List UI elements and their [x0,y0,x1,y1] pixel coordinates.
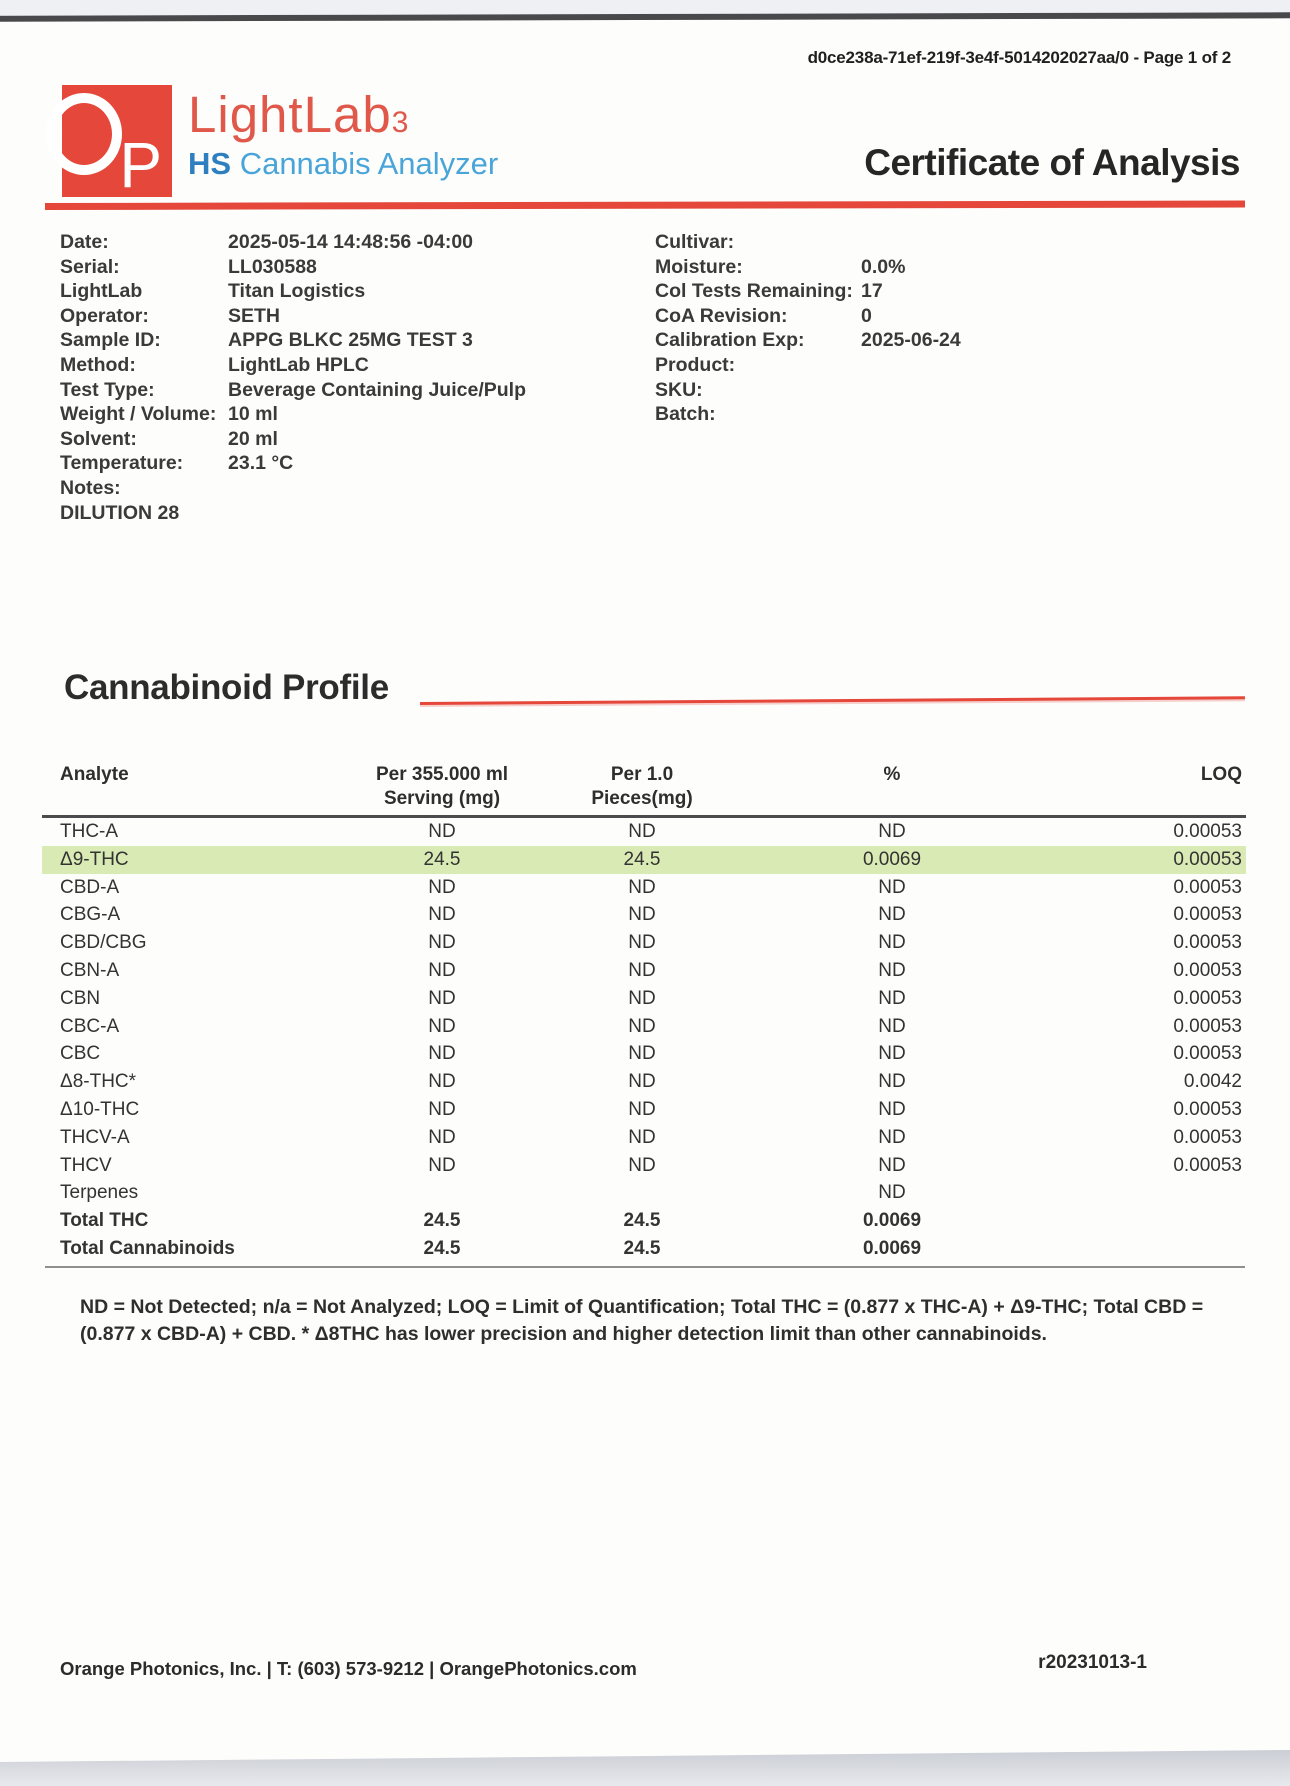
header-per-piece [562,755,722,817]
tagline-hs: HS [188,146,232,181]
meta-value: 2025-06-24 [861,329,961,352]
table-footnote: ND = Not Detected; n/a = Not Analyzed; LOQ = Limit of Quantification; Total THC = (0.877 x THC-A) + Δ9-THC; Total CBD = (0.877 x CBD-A) + CBD. * Δ8THC has lower precision and higher detection limit than other cannabinoids. [80,1296,1204,1345]
meta-label: Operator: [60,304,149,327]
table-header-row [42,755,1246,817]
meta-row [60,378,635,403]
cell-analyte: Δ10-THC [60,1098,140,1120]
table-bottom-divider [45,1266,1245,1268]
cell-analyte: Total THC [60,1210,149,1232]
cell-per_piece: ND [628,1043,656,1065]
cell-per_piece: ND [628,904,656,926]
cell-loq: 0.00053 [1173,1126,1242,1148]
cell-analyte: CBG-A [60,904,121,926]
footer-revision: r20231013-1 [1038,1652,1147,1673]
op-logo-mark [62,85,172,201]
brand-lightlab: LightLab [188,86,392,143]
cell-per_serving: ND [428,1098,456,1120]
cell-percent: ND [878,1182,906,1204]
cell-analyte: Δ8-THC* [60,1071,137,1093]
cell-loq: 0.00053 [1173,987,1242,1009]
table-row [42,1096,1246,1124]
table-row [42,1207,1246,1235]
meta-label: CoA Revision: [655,304,788,327]
cell-percent: ND [878,1043,906,1065]
cell-loq [1062,1179,1246,1207]
meta-label: Product: [655,353,736,376]
cell-loq: 0.00053 [1173,1015,1242,1037]
table-row [42,1124,1246,1152]
table-row [42,1152,1246,1180]
meta-label: Calibration Exp: [655,329,805,352]
meta-label: DILUTION 28 [60,501,180,524]
cell-per_piece: 24.5 [623,848,661,870]
meta-label: Temperature: [60,452,184,475]
cell-percent: ND [878,904,906,926]
meta-row [655,255,1175,280]
meta-value [228,501,635,526]
cell-percent: 0.0069 [862,1210,922,1232]
cell-percent: ND [878,1015,906,1037]
table-row [42,929,1246,957]
meta-label: Serial: [60,255,120,278]
table-row [42,1235,1246,1263]
cell-percent: ND [878,987,906,1009]
cell-per_piece: ND [628,987,656,1009]
header-loq [1062,755,1246,817]
table-row [42,874,1246,902]
brand-tagline [188,148,498,179]
cell-analyte: Total Cannabinoids [60,1237,235,1259]
meta-row [60,451,635,476]
meta-value: SETH [228,304,281,327]
cell-per_serving: ND [428,904,456,926]
meta-row [655,304,1175,329]
cell-percent: ND [878,1154,906,1176]
cell-per_serving: 24.5 [423,848,461,870]
meta-value: 17 [861,280,883,303]
meta-label: Batch: [655,403,716,426]
header-divider [45,200,1245,210]
meta-value: LightLab HPLC [228,353,369,376]
meta-row [60,353,635,378]
meta-row [655,402,1175,427]
meta-row [60,279,635,304]
cell-percent: 0.0069 [862,1237,922,1259]
meta-row [60,230,635,255]
header-analyte [42,755,322,817]
cell-analyte: CBC [60,1043,101,1065]
brand-text [188,85,498,197]
meta-value: 20 ml [228,427,278,450]
tagline-analyzer: Cannabis Analyzer [231,146,499,181]
logo-o-ring-icon [46,93,122,175]
meta-row [60,501,635,526]
header-analyte-label: Analyte [60,764,129,785]
header-per-serving [322,755,562,817]
cell-per_piece: ND [628,821,656,842]
table-row [42,1179,1246,1207]
page-title: Certificate of Analysis [864,142,1240,183]
cell-per_piece: ND [628,1098,656,1120]
cell-percent: 0.0069 [862,848,922,870]
cell-per_serving: ND [428,1071,456,1093]
meta-label: Weight / Volume: [60,403,217,426]
table-row [42,957,1246,985]
table-row [42,817,1246,846]
meta-label: Moisture: [655,255,743,278]
table-row [42,846,1246,874]
header-percent [722,755,1062,817]
meta-value [861,353,1175,378]
meta-label: Col Tests Remaining: [655,280,853,303]
cell-per_piece: ND [628,876,656,898]
cell-per_serving: ND [428,932,456,954]
cell-analyte: CBN-A [60,959,120,981]
cell-analyte: THC-A [60,821,119,842]
footer-contact: Orange Photonics, Inc. | T: (603) 573-9212 | OrangePhotonics.com [60,1658,637,1679]
meta-value: 10 ml [228,403,278,426]
meta-row [60,255,635,280]
cell-analyte: CBC-A [60,1015,120,1037]
cell-analyte: CBN [60,987,101,1009]
cell-percent: ND [878,876,906,898]
cell-percent: ND [878,1071,906,1093]
cell-analyte: CBD-A [60,876,120,898]
cannabinoid-table [42,755,1246,1263]
meta-row [655,353,1175,378]
metadata-right-column [655,230,1175,427]
cell-per_piece: ND [628,1015,656,1037]
table-row [42,1013,1246,1041]
meta-value: APPG BLKC 25MG TEST 3 [228,329,473,352]
cell-per_serving: ND [428,1126,456,1148]
meta-row [60,402,635,427]
cell-per_serving: ND [428,1043,456,1065]
cell-per_serving: ND [428,987,456,1009]
meta-label: Notes: [60,476,121,499]
cell-per_piece: ND [628,1126,656,1148]
cell-analyte: THCV-A [60,1126,130,1148]
cell-per_serving: ND [428,959,456,981]
meta-label: Method: [60,353,136,376]
cell-per_serving: 24.5 [423,1210,461,1232]
header-per-serving-line2: Serving (mg) [383,788,501,809]
meta-row [655,279,1175,304]
cell-per_serving: 24.5 [423,1237,461,1259]
cell-per_piece: ND [628,932,656,954]
header-per-piece-line1: Per 1.0 [610,764,674,785]
cell-per_piece [562,1179,722,1207]
cell-per_serving: ND [428,876,456,898]
meta-row [60,476,635,501]
cell-analyte: CBD/CBG [60,932,147,954]
meta-row [60,427,635,452]
meta-value [861,402,1175,427]
meta-value: 0 [861,304,872,327]
section-divider [420,696,1245,705]
cell-per_serving: ND [428,1154,456,1176]
cell-loq: 0.00053 [1173,904,1242,926]
header-loq-label: LOQ [1200,764,1242,785]
cell-per_piece: ND [628,1154,656,1176]
meta-value [861,378,1175,403]
cell-per_piece: ND [628,959,656,981]
cell-per_piece: ND [628,1071,656,1093]
meta-value: 2025-05-14 14:48:56 -04:00 [228,231,474,253]
cell-percent: ND [878,932,906,954]
cell-loq [1062,1235,1246,1263]
meta-label: Test Type: [60,378,155,401]
header-per-serving-line1: Per 355.000 ml [375,764,509,785]
header-percent-label: % [883,764,901,785]
brand-name [188,86,498,143]
cell-per_serving: ND [428,1015,456,1037]
cell-loq: 0.00053 [1173,876,1242,898]
meta-row [655,230,1175,255]
cell-percent: ND [878,1098,906,1120]
meta-value [228,476,635,501]
meta-label: SKU: [655,378,703,401]
cell-per_piece: 24.5 [623,1210,661,1232]
cell-analyte: THCV [60,1154,112,1176]
meta-label: Cultivar: [655,231,735,253]
meta-label: Sample ID: [60,329,161,352]
header-per-piece-line2: Pieces(mg) [591,788,693,809]
logo-p-letter: P [119,129,162,201]
cell-percent: ND [878,821,906,842]
metadata-left-column [60,230,635,525]
document-id: d0ce238a-71ef-219f-3e4f-5014202027aa/0 - Page 1 of 2 [807,48,1231,67]
meta-label: Solvent: [60,427,137,450]
meta-row [60,328,635,353]
cell-percent: ND [878,959,906,981]
meta-value [861,230,1175,255]
cell-loq: 0.00053 [1173,1154,1242,1176]
meta-row [60,304,635,329]
cell-loq: 0.00053 [1173,848,1242,870]
meta-value: Beverage Containing Juice/Pulp [228,378,526,401]
meta-value: LL030588 [228,255,317,278]
cell-loq: 0.0042 [1183,1071,1242,1093]
meta-value: 0.0% [861,255,906,278]
table-row [42,985,1246,1013]
scan-edge-bottom [0,1748,1290,1786]
cell-per_piece: 24.5 [623,1237,661,1259]
lightlab-logo [62,85,499,201]
cell-per_serving [322,1179,562,1207]
cell-per_serving: ND [428,821,456,842]
cell-loq: 0.00053 [1173,821,1242,842]
meta-row [655,328,1175,353]
meta-label: LightLab [60,280,143,303]
meta-value: 23.1 °C [228,452,294,475]
brand-version-number: 3 [391,106,409,139]
section-title: Cannabinoid Profile [64,668,389,707]
meta-row [655,378,1175,403]
cell-loq: 0.00053 [1173,1098,1242,1120]
cell-loq [1062,1207,1246,1235]
table-row [42,1040,1246,1068]
cell-analyte: Terpenes [60,1182,139,1204]
meta-label: Date: [60,231,109,253]
cannabinoid-table-body [42,817,1246,1263]
table-row [42,1068,1246,1096]
cell-analyte: Δ9-THC [60,848,129,870]
meta-value: Titan Logistics [228,280,366,303]
table-row [42,901,1246,929]
cell-loq: 0.00053 [1173,959,1242,981]
cell-loq: 0.00053 [1173,1043,1242,1065]
cell-loq: 0.00053 [1173,932,1242,954]
cell-percent: ND [878,1126,906,1148]
